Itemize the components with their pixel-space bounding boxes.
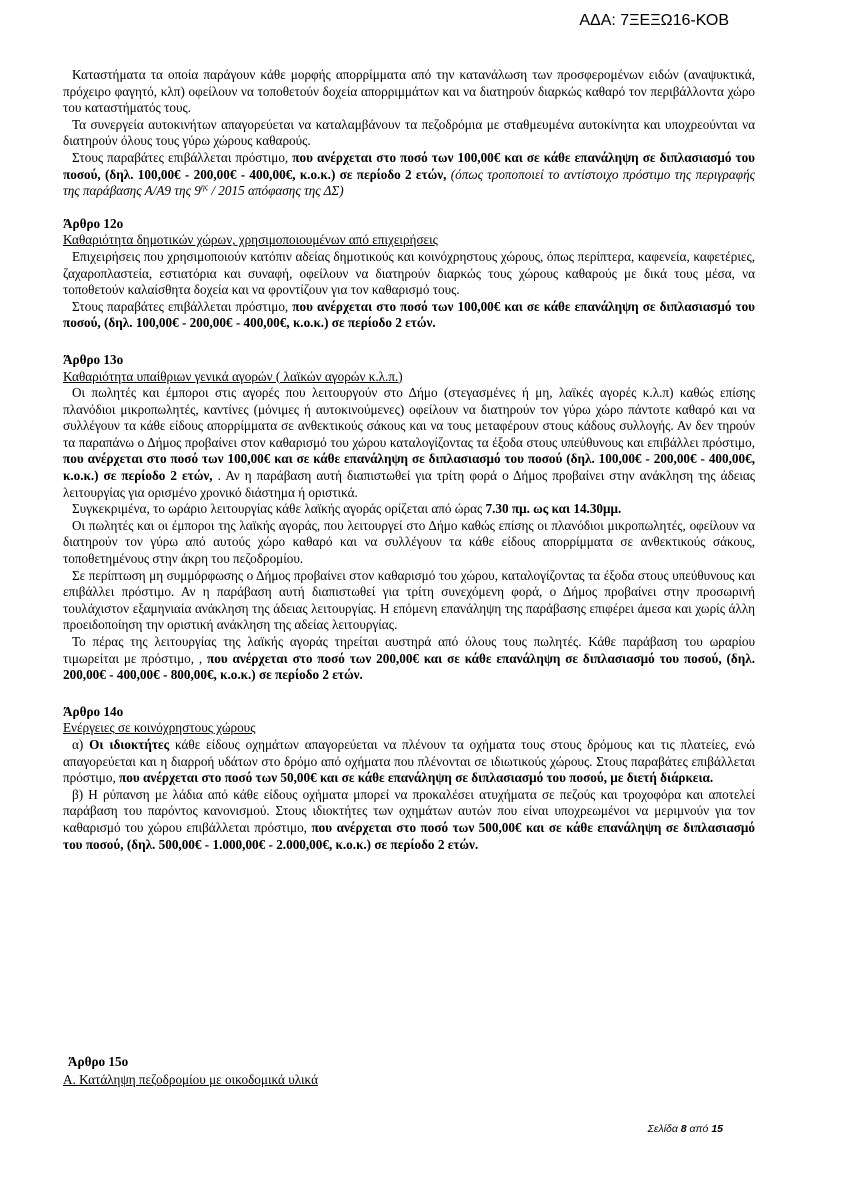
- penalty-paragraph: Το πέρας της λειτουργίας της λαϊκής αγοράς τηρείται αυστηρά από όλους τους πωλητές. Κάθε παράβαση του ωραρίου τιμωρείται με πρόστιμο, , που ανέρχεται στο ποσό των 200,00€ και σε κάθε επανάληψη σε διπλασιασμό του ποσού, (δηλ. 200,00€ - 400,00€ - 800,00€, κ.ο.κ.) σε περίοδο 2 ετών.: [63, 634, 755, 683]
- paragraph: Σε περίπτωση μη συμμόρφωσης ο Δήμος προβαίνει στον καθαρισμό του χώρου, καταλογίζοντας τα έξοδα στους υπεύθυνους και επιβάλλει πρόστιμο. Αν η παράβαση αυτή διαπιστωθεί για τρίτη συνεχόμενη φορά, ο Δήμος προβαίνει στην προσωρινή τουλάχιστον εξαμηνιαία ανάκληση της άδειας λειτουργίας. Η επόμενη επανάληψη της παράβασης επιφέρει άμεσα και χωρίς άλλη προειδοποίηση την οριστική ανάκληση της αδείας λειτουργίας.: [63, 567, 755, 633]
- penalty-paragraph: Στους παραβάτες επιβάλλεται πρόστιμο, που ανέρχεται στο ποσό των 100,00€ και σε κάθε επανάληψη σε διπλασιασμό του ποσού, (δηλ. 100,00€ - 200,00€ - 400,00€, κ.ο.κ.) σε περίοδο 2 ετών.: [63, 298, 756, 331]
- article-13-title: Άρθρο 13ο: [63, 351, 124, 367]
- paragraph: α) Οι ιδιοκτήτες κάθε είδους οχημάτων απαγορεύεται να πλένουν τα οχήματα τους στους δρόμους και τις πλατείες, ενώ απαγορεύεται και η διαρροή υδάτων στο δρόμο από οχήματα που πλένονται σε ιδιωτικούς χώρους. Στους παραβάτες επιβάλλεται πρόστιμο, που ανέρχεται στο ποσό των 50,00€ και σε κάθε επανάληψη σε διπλασιασμό του ποσού, με διετή διάρκεια.: [63, 736, 755, 786]
- article-14-title: Άρθρο 14ο: [63, 703, 124, 719]
- article-12-subtitle: Καθαριότητα δημοτικών χώρων, χρησιμοποιουμένων από επιχειρήσεις: [63, 232, 438, 248]
- document-body: [63, 67, 755, 853]
- ada-code: ΑΔΑ: 7ΞΕΞΩ16-ΚΟΒ: [579, 12, 729, 29]
- paragraph: Επιχειρήσεις που χρησιμοποιούν κατόπιν αδείας δημοτικούς και κοινόχρηστους χώρους, όπως περίπτερα, καφενεία, καφετέριες, ζαχαροπλαστεία, εστιατόρια και συναφή, οφείλουν να διατηρούν διαρκώς τους χώρους καθαρούς με δικά τους μέσα, να τοποθετούν καλαίσθητα δοχεία και να φροντίζουν για τον καθαρισμό τους.: [63, 248, 755, 298]
- paragraph: Τα συνεργεία αυτοκινήτων απαγορεύεται να καταλαμβάνουν τα πεζοδρόμια με σταθμευμένα αυτοκίνητα και υποχρεούνται να διατηρούν όλους τους γύρω χώρους καθαρούς.: [63, 116, 755, 149]
- paragraph: Καταστήματα τα οποία παράγουν κάθε μορφής απορρίμματα από την κατανάλωση των προσφερομένων ειδών (αναψυκτικά, πρόχειρο φαγητό, κλπ) οφείλουν να τοποθετούν δοχεία απορριμμάτων και να διατηρούν διαρκώς καθαρό τον περιβάλλοντα χώρο του καταστήματός τους.: [63, 67, 755, 116]
- paragraph: β) Η ρύπανση με λάδια από κάθε είδους οχήματα μπορεί να προκαλέσει ατυχήματα σε πεζούς και τροχοφόρα και αποτελεί παράβαση του παρόντος κανονισμού. Στους ιδιοκτήτες των οχημάτων αυτών που είναι υποχρεωμένοι να μεριμνούν για τον καθαρισμό του χώρου επιβάλλεται πρόστιμο, που ανέρχεται στο ποσό των 500,00€ και σε κάθε επανάληψη σε διπλασιασμό του ποσού, (δηλ. 500,00€ - 1.000,00€ - 2.000,00€, κ.ο.κ.) σε περίοδο 2 ετών.: [63, 786, 755, 852]
- article-13-subtitle: Καθαριότητα υπαίθριων γενικά αγορών ( λαϊκών αγορών κ.λ.π.): [63, 368, 403, 384]
- article-15-subtitle: Α. Κατάληψη πεζοδρομίου με οικοδομικά υλικά: [63, 1072, 318, 1087]
- paragraph: Οι πωλητές και οι έμποροι της λαϊκής αγοράς, που λειτουργεί στο Δήμο καθώς επίσης οι πλανόδιοι μικροπωλητές, οφείλουν να διατηρούν τον γύρω από αυτούς χώρο καθαρό και να συλλέγουν τα κάθε είδους απορρίμματα σε ανθεκτικούς σάκους, τοποθετημένους στην άκρη του πεζοδρομίου.: [63, 517, 755, 567]
- article-14-subtitle: Ενέργειες σε κοινόχρηστους χώρους: [63, 720, 256, 736]
- paragraph: Συγκεκριμένα, το ωράριο λειτουργίας κάθε λαϊκής αγοράς ορίζεται από ώρας 7.30 πμ. ως και 14.30μμ.: [72, 501, 622, 517]
- penalty-paragraph: Στους παραβάτες επιβάλλεται πρόστιμο, που ανέρχεται στο ποσό των 100,00€ και σε κάθε επανάληψη σε διπλασιασμό του ποσού, (δηλ. 100,00€ - 200,00€ - 400,00€, κ.ο.κ.) σε περίοδο 2 ετών, (όπως τροποποιεί το αντίστοιχο πρόστιμο της περιγραφής της παράβασης Α/Α9 της $9^{\eta\varsigma} / 2015$ απόφασης της ΔΣ): [63, 149, 756, 199]
- paragraph: Οι πωλητές και έμποροι στις αγορές που λειτουργούν στο Δήμο (στεγασμένες ή μη, λαϊκές αγορές κ.λ.π) καθώς επίσης πλανόδιοι μικροπωλητές, καντίνες (μόνιμες ή αυτοκινούμενες) οφείλουν να διατηρούν τον γύρω χώρο πάντοτε καθαρό και να συλλέγουν τα κάθε είδους απορρίμματα σε ανθεκτικούς σάκους και να τους μεταφέρουν στους κάδους συλλογής. Αν δεν τηρούν τα παραπάνω ο Δήμος προβαίνει στον καθαρισμό του χώρου καταλογίζοντας τα έξοδα στους υπεύθυνους και επιβάλλει πρόστιμο, που ανέρχεται στο ποσό των 100,00€ και σε κάθε επανάληψη σε διπλασιασμό του ποσού (δηλ. 100,00€ - 200,00€ - 400,00€, κ.ο.κ.) σε περίοδο 2 ετών, . Αν η παράβαση αυτή διαπιστωθεί για τρίτη φορά ο Δήμος προβαίνει στην ανάκληση της άδειας λειτουργίας για ορισμένο χρονικό διάστημα ή οριστικά.: [63, 385, 756, 500]
- article-15-title: Άρθρο 15ο: [68, 1054, 129, 1069]
- page-number: Σελίδα 8 από 15: [647, 1123, 723, 1135]
- article-12-title: Άρθρο 12ο: [63, 215, 124, 231]
